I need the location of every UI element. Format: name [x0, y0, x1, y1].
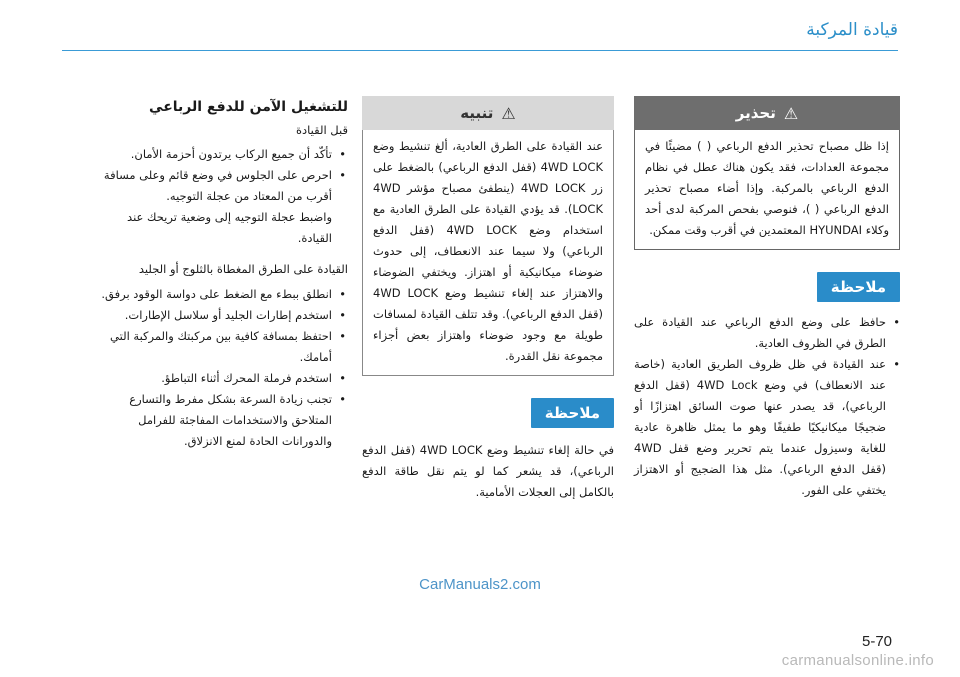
list-item: • تجنب زيادة السرعة بشكل مفرط والتسارع المتلاحق والاستخدامات المفاجئة للفرامل والدورانات الحادة لمنع الانزلاق. [93, 389, 348, 452]
footer-watermark: carmanualsonline.info [781, 652, 934, 669]
warning-body: إذا ظل مصباح تحذير الدفع الرباعي ( ) مضيئًا في مجموعة العدادات، فقد يكون هناك عطل في نظام الدفع الرباعي بالمركبة. وإذا أضاء مصباح تحذير الدفع الرباعي ( )، فنوصي بفحص المركبة لدى أحد وكلاء HYUNDAI المعتمدين في أقرب وقت ممكن. [634, 130, 900, 250]
left-column [93, 96, 348, 452]
notice-label: ملاحظة [531, 398, 614, 428]
warning-box [634, 96, 900, 250]
snow-driving-list [93, 284, 348, 452]
list-item: • احتفظ بمسافة كافية بين مركبتك والمركبة التي أمامك. [93, 326, 348, 368]
caution-box [362, 96, 614, 376]
notice-text: في حالة إلغاء تنشيط وضع 4WD LOCK (قفل الدفع الرباعي)، قد يشعر كما لو يتم نقل طاقة الدفع بالكامل إلى العجلات الأمامية. [362, 443, 614, 499]
watermark: CarManuals2.com [419, 576, 541, 593]
notice-item: • عند القيادة في ظل ظروف الطريق العادية (خاصة عند الانعطاف) في وضع 4WD Lock (قفل الدفع الرباعي)، قد يصدر عنها صوت السائق اهتزازًا أو ضجيجًا ميكانيكيًا طفيفًا وهو ما يمثل ظاهرة عادية للغاية وسيزول عندما يتم تحرير وضع قفل 4WD (قفل الدفع الرباعي). مثل هذا الضجيج أو الاهتزاز يختفي على الفور. [634, 354, 900, 501]
middle-column [362, 96, 614, 503]
warning-header [634, 96, 900, 130]
list-item: • انطلق ببطء مع الضغط على دواسة الوقود برفق. [93, 284, 348, 305]
warning-triangle-icon: ⚠ [783, 103, 799, 123]
notice-item: • حافظ على وضع الدفع الرباعي عند القيادة على الطرق في الظروف العادية. [634, 312, 900, 354]
page-number: 5-70 [862, 633, 893, 650]
list-item: • احرص على الجلوس في وضع قائم وعلى مسافة أقرب من المعتاد من عجلة التوجيه. [93, 165, 348, 207]
before-driving-list [93, 144, 348, 207]
warning-title: تحذير [735, 104, 776, 122]
subsection-heading: القيادة على الطرق المغطاة بالثلوج أو الجليد [138, 262, 348, 276]
notice-label: ملاحظة [817, 272, 900, 302]
caution-body: عند القيادة على الطرق العادية، ألغ تنشيط وضع 4WD LOCK (قفل الدفع الرباعي) بالضغط على زر 4WD LOCK (ينطفئ مصباح مؤشر 4WD LOCK). قد يؤدي القيادة على الطرق العادية مع استخدام وضع 4WD LOCK (قفل الدفع الرباعي) ولا سيما عند الانعطاف، إلى حدوث ضوضاء ميكانيكية أو اهتزاز. ويختفي الضوضاء والاهتزاز عند إلغاء تنشيط وضع 4WD LOCK (قفل الدفع الرباعي). وقد تتلف القيادة لمسافات طويلة مع وجود ضوضاء واهتزاز بعض أجزاء مجموعة نقل القدرة. [362, 130, 614, 376]
notice-list [634, 312, 900, 501]
section-title: للتشغيل الآمن للدفع الرباعي [149, 99, 348, 115]
list-item: • استخدم فرملة المحرك أثناء التباطؤ. [93, 368, 348, 389]
caution-header [362, 96, 614, 130]
warning-triangle-icon: ⚠ [501, 103, 516, 123]
list-paragraph: واضبط عجلة التوجيه إلى وضعية تريحك عند القيادة. [127, 210, 332, 245]
chapter-title: قيادة المركبة [806, 20, 898, 40]
header-divider [62, 50, 898, 51]
caution-title: تنبيه [460, 104, 494, 122]
subsection-heading: قبل القيادة [296, 123, 348, 137]
list-item: • تأكّد أن جميع الركاب يرتدون أحزمة الأمان. [93, 144, 348, 165]
list-item: • استخدم إطارات الجليد أو سلاسل الإطارات. [93, 305, 348, 326]
right-column [634, 96, 900, 501]
